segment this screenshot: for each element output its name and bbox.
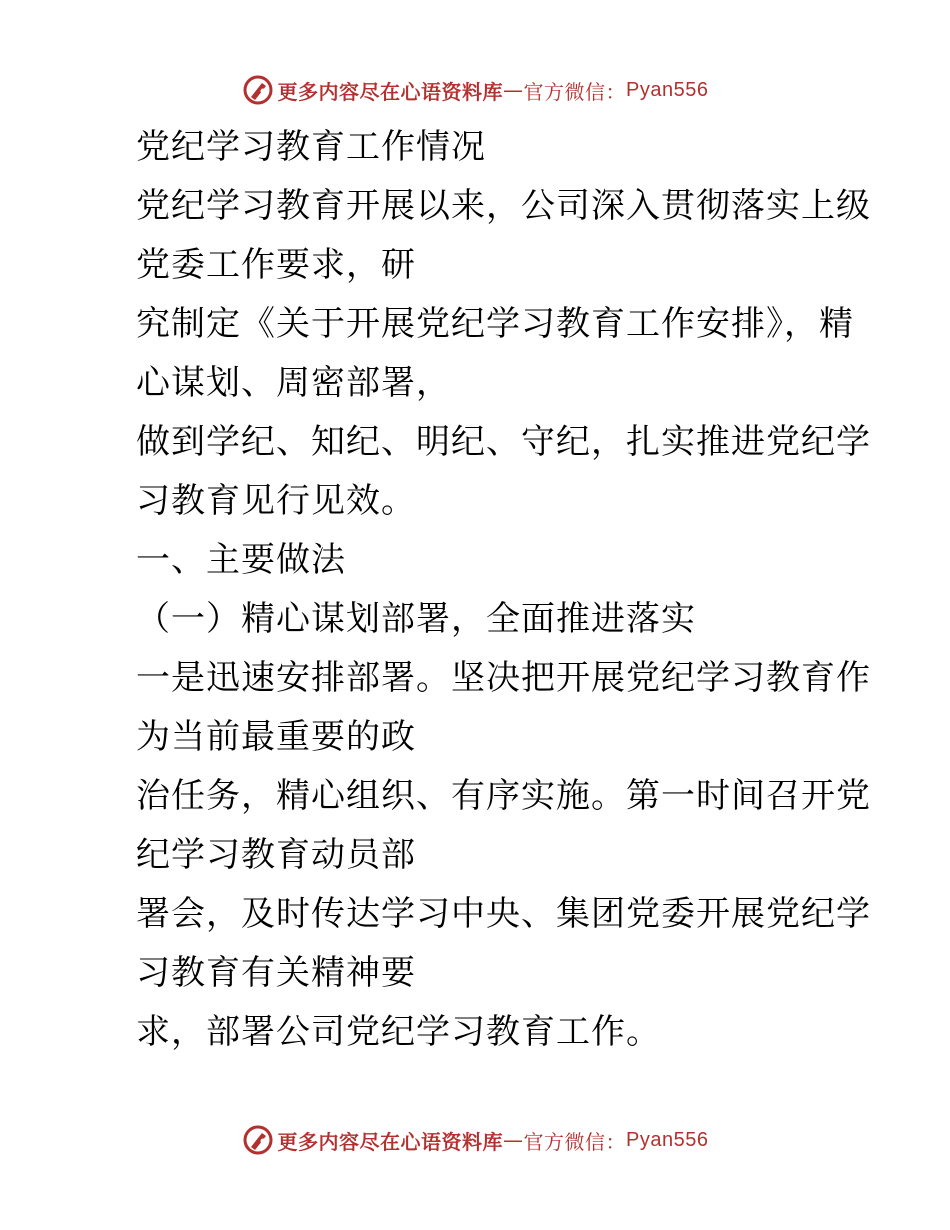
- header-separator: —: [503, 78, 524, 102]
- footer-wechat-label: 官方微信：: [523, 1129, 627, 1154]
- header-site-text: 更多内容尽在心语资料库: [277, 79, 504, 104]
- body-line: 署会，及时传达学习中央、集团党委开展党纪学: [136, 894, 871, 934]
- body-line: 习教育见行见效。: [136, 481, 416, 521]
- header-wechat-id: Pyan556: [626, 78, 709, 101]
- body-line: 习教育有关精神要: [136, 953, 416, 993]
- pen-logo-icon: [242, 1124, 274, 1156]
- document-body: [98, 118, 871, 1062]
- section-heading: 一、主要做法: [136, 540, 346, 580]
- body-line: 究制定《关于开展党纪学习教育工作安排》，精: [136, 304, 854, 344]
- body-line: 党纪学习教育开展以来，公司深入贯彻落实上级: [136, 186, 871, 226]
- header-wechat-label: 官方微信：: [523, 79, 627, 104]
- footer-separator: —: [503, 1128, 524, 1152]
- footer-banner: [0, 1120, 950, 1160]
- body-line: 求，部署公司党纪学习教育工作。: [136, 1012, 661, 1052]
- body-line: 做到学纪、知纪、明纪、守纪，扎实推进党纪学: [136, 422, 871, 462]
- pen-logo-icon: [242, 74, 274, 106]
- body-line: 纪学习教育动员部: [136, 835, 416, 875]
- footer-site-text: 更多内容尽在心语资料库: [277, 1129, 504, 1154]
- doc-title: 党纪学习教育工作情况: [136, 127, 486, 167]
- header-banner: [0, 70, 950, 110]
- body-line: 心谋划、周密部署，: [136, 363, 451, 403]
- body-line: 一是迅速安排部署。坚决把开展党纪学习教育作: [136, 658, 871, 698]
- body-line: 为当前最重要的政: [136, 717, 416, 757]
- body-line: 党委工作要求，研: [136, 245, 416, 285]
- body-line: 治任务，精心组织、有序实施。第一时间召开党: [136, 776, 871, 816]
- subsection-heading: （一）精心谋划部署，全面推进落实: [136, 599, 696, 639]
- footer-wechat-id: Pyan556: [626, 1128, 709, 1151]
